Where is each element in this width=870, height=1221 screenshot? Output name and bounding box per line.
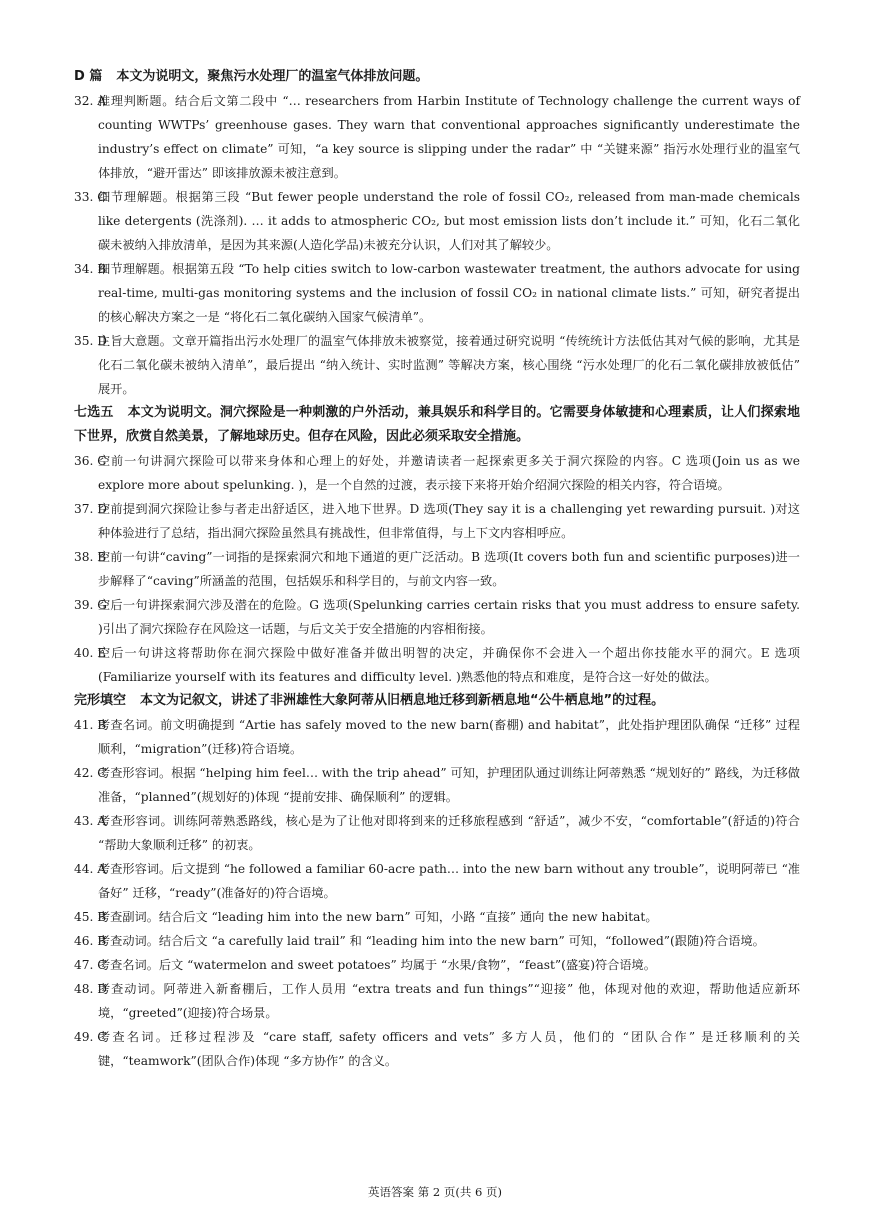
answer-item: [74, 905, 800, 929]
answer-explanation: 考查形容词。训练阿蒂熟悉路线，核心是为了让他对即将到来的迁移旅程感到 “舒适”，减少不安，“comfortable”(舒适的)符合 “帮助大象顺利迁移” 的初衷。: [98, 814, 800, 852]
answer-item: [74, 641, 800, 689]
answer-item: [74, 713, 800, 761]
answer-item: [74, 449, 800, 497]
answer-item: [74, 329, 800, 401]
answer-item: [74, 593, 800, 641]
answer-number: 36. C: [74, 454, 107, 468]
answer-explanation: 主旨大意题。文章开篇指出污水处理厂的温室气体排放未被察觉，接着通过研究说明 “传统统计方法低估其对气候的影响，尤其是化石二氧化碳未被纳入清单”，最后提出 “纳入统计、实时监测” 等解决方案，核心围绕 “污水处理厂的化石二氧化碳排放被低估” 展开。: [98, 334, 800, 396]
answer-explanation: 考查名词。后文 “watermelon and sweet potatoes” 均属于 “水果/食物”，“feast”(盛宴)符合语境。: [98, 958, 656, 972]
section-title: 本文为说明文，聚焦污水处理厂的温室气体排放问题。: [116, 69, 429, 84]
answer-number: 40. E: [74, 646, 107, 660]
answer-item: [74, 185, 800, 257]
answer-explanation: 考查副词。结合后文 “leading him into the new barn” 可知，小路 “直接” 通向 the new habitat。: [98, 910, 658, 924]
answer-item: [74, 809, 800, 857]
answer-item: [74, 545, 800, 593]
answer-explanation: 考查形容词。根据 “helping him feel… with the trip ahead” 可知，护理团队通过训练让阿蒂熟悉 “规划好的” 路线，为迁移做准备，“planned”(规划好的)体现 “提前安排、确保顺利” 的逻辑。: [98, 766, 800, 804]
answer-document: [74, 65, 800, 1073]
answer-item: [74, 1025, 800, 1073]
answer-explanation: 考查动词。阿蒂进入新畜棚后，工作人员用 “extra treats and fun things”“迎接” 他，体现对他的欢迎，帮助他适应新环境，“greeted”(迎接)符合场景。: [98, 982, 800, 1020]
section-title: 本文为记叙文，讲述了非洲雄性大象阿蒂从旧栖息地迁移到新栖息地“公牛栖息地”的过程。: [140, 693, 665, 708]
answer-number: 44. A: [74, 862, 107, 876]
answer-number: 47. C: [74, 958, 107, 972]
answer-number: 45. B: [74, 910, 107, 924]
answer-explanation: 细节理解题。根据第三段 “But fewer people understand the role of fossil CO₂, released from man-made chemicals like detergents (洗涤剂). … it adds to atmospheric CO₂, but most emission lists don’t include it.” 可知，化石二氧化碳未被纳入排放清单，是因为其来源(人造化学品)未被充分认识，人们对其了解较少。: [98, 190, 800, 252]
section-heading: [74, 401, 800, 449]
answer-item: [74, 497, 800, 545]
answer-explanation: 考查形容词。后文提到 “he followed a familiar 60-acre path… into the new barn without any trouble”，说明阿蒂已 “准备好” 迁移，“ready”(准备好的)符合语境。: [98, 862, 800, 900]
answer-number: 32. A: [74, 94, 107, 108]
answer-number: 46. B: [74, 934, 107, 948]
answer-number: 33. C: [74, 190, 107, 204]
answer-number: 49. C: [74, 1030, 107, 1044]
section-label: 七选五: [74, 405, 114, 420]
answer-explanation: 空前一句讲“caving”一词指的是探索洞穴和地下通道的更广泛活动。B 选项(It covers both fun and scientific purposes)进一步解释了“caving”所涵盖的范围，包括娱乐和科学目的，与前文内容一致。: [98, 550, 800, 588]
section-heading: [74, 65, 800, 89]
section-label: D 篇: [74, 69, 103, 84]
answer-item: [74, 89, 800, 185]
answer-explanation: 考查名词。迁移过程涉及 “care staff, safety officers and vets” 多方人员，他们的 “团队合作” 是迁移顺利的关键，“teamwork”(团队合作)体现 “多方协作” 的含义。: [98, 1030, 800, 1068]
answer-explanation: 空后一句讲探索洞穴涉及潜在的危险。G 选项(Spelunking carries certain risks that you must address to ensure safety. )引出了洞穴探险存在风险这一话题，与后文关于安全措施的内容相衔接。: [98, 598, 800, 636]
page-footer: 英语答案 第 2 页(共 6 页): [368, 1185, 502, 1199]
answer-number: 38. B: [74, 550, 107, 564]
answer-item: [74, 857, 800, 905]
answer-number: 41. B: [74, 718, 107, 732]
answer-number: 35. D: [74, 334, 108, 348]
answer-explanation: 考查名词。前文明确提到 “Artie has safely moved to the new barn(畜棚) and habitat”，此处指护理团队确保 “迁移” 过程顺利，“migration”(迁移)符合语境。: [98, 718, 800, 756]
section-title: 本文为说明文。洞穴探险是一种刺激的户外活动，兼具娱乐和科学目的。它需要身体敏捷和心理素质，让人们探索地下世界，欣赏自然美景，了解地球历史。但存在风险，因此必须采取安全措施。: [74, 405, 800, 444]
section-label: 完形填空: [74, 693, 127, 708]
answer-number: 42. C: [74, 766, 107, 780]
answer-number: 39. G: [74, 598, 107, 612]
answer-number: 37. D: [74, 502, 108, 516]
answer-number: 43. A: [74, 814, 107, 828]
answer-explanation: 推理判断题。结合后文第二段中 “… researchers from Harbin Institute of Technology challenge the current ways of counting WWTPs’ greenhouse gases. They warn that conventional approaches significantly underestimate the industry’s effect on climate” 可知，“a key source is slipping under the radar” 中 “关键来源” 指污水处理行业的温室气体排放，“避开雷达” 即该排放源未被注意到。: [98, 94, 800, 180]
answer-item: [74, 761, 800, 809]
answer-number: 34. B: [74, 262, 107, 276]
answer-explanation: 空前一句讲洞穴探险可以带来身体和心理上的好处，并邀请读者一起探索更多关于洞穴探险的内容。C 选项(Join us as we explore more about spelunking. )，是一个自然的过渡，表示接下来将开始介绍洞穴探险的相关内容，符合语境。: [98, 454, 800, 492]
answer-explanation: 细节理解题。根据第五段 “To help cities switch to low-carbon wastewater treatment, the authors advocate for using real-time, multi-gas monitoring systems and the inclusion of fossil CO₂ in national climate lists.” 可知，研究者提出的核心解决方案之一是 “将化石二氧化碳纳入国家气候清单”。: [98, 262, 800, 324]
answer-explanation: 空前提到洞穴探险让参与者走出舒适区，进入地下世界。D 选项(They say it is a challenging yet rewarding pursuit. )对这种体验进行了总结，指出洞穴探险虽然具有挑战性，但非常值得，与上下文内容相呼应。: [98, 502, 800, 540]
answer-item: [74, 953, 800, 977]
answer-item: [74, 929, 800, 953]
answer-explanation: 考查动词。结合后文 “a carefully laid trail” 和 “leading him into the new barn” 可知，“followed”(跟随)符合语境。: [98, 934, 765, 948]
answer-item: [74, 257, 800, 329]
answer-item: [74, 977, 800, 1025]
section-heading: [74, 689, 800, 713]
answer-explanation: 空后一句讲这将帮助你在洞穴探险中做好准备并做出明智的决定，并确保你不会进入一个超出你技能水平的洞穴。E 选项(Familiarize yourself with its features and difficulty level. )熟悉他的特点和难度，是符合这一好处的做法。: [98, 646, 800, 684]
answer-number: 48. D: [74, 982, 108, 996]
